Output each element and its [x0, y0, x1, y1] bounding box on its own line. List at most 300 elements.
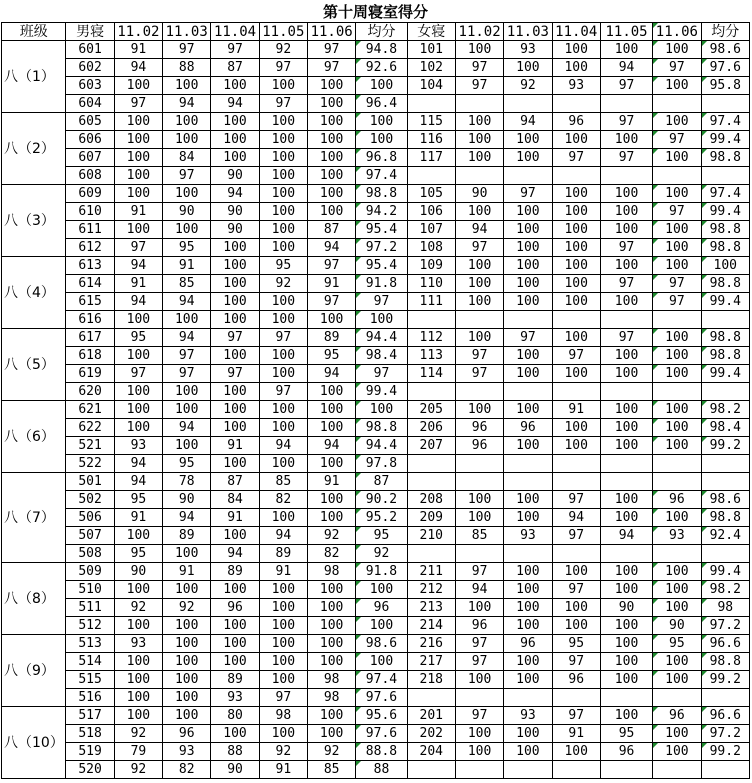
table-row: [2, 131, 750, 149]
boys-day-4-cell: 100: [259, 131, 307, 149]
girls-dorm-cell: 108: [407, 239, 455, 257]
girls-day-3-cell: 100: [552, 275, 600, 293]
boys-day-4-cell: 100: [259, 401, 307, 419]
girls-day-1-cell: 100: [455, 509, 503, 527]
girls-day-1-cell: 85: [455, 527, 503, 545]
boys-day-4-cell: 95: [259, 257, 307, 275]
boys-day-4-cell: 82: [259, 491, 307, 509]
table-row: [2, 599, 750, 617]
boys-day-2-cell: 97: [163, 365, 211, 383]
boys-day-1-cell: 100: [114, 113, 162, 131]
boys-day-4-cell: 100: [259, 455, 307, 473]
girls-day-3-cell: 100: [552, 437, 600, 455]
girls-day-1-cell: 97: [455, 635, 503, 653]
boys-day-5-cell: 100: [307, 185, 355, 203]
table-row: [2, 473, 750, 491]
boys-dorm-cell: 614: [66, 275, 114, 293]
girls-average-cell: 96.6: [701, 707, 749, 725]
girls-day-3-cell: 97: [552, 491, 600, 509]
girls-average-cell: 97.2: [701, 725, 749, 743]
class-label: 八（6）: [2, 401, 66, 473]
girls-day-5-cell: 100: [653, 581, 701, 599]
boys-average-cell: 87: [356, 473, 407, 491]
boys-day-4-cell: 92: [259, 41, 307, 59]
girls-average-cell: 97.2: [701, 617, 749, 635]
girls-day-3-cell: 100: [552, 221, 600, 239]
girls-day-5-cell: [653, 167, 701, 185]
boys-average-cell: 100: [356, 653, 407, 671]
girls-day-1-cell: 100: [455, 725, 503, 743]
boys-day-3-cell: 91: [211, 509, 259, 527]
boys-day-3-cell: 100: [211, 617, 259, 635]
class-label: 八（2）: [2, 113, 66, 185]
girls-day-4-cell: 94: [600, 59, 652, 77]
boys-day-3-cell: 84: [211, 491, 259, 509]
girls-day-2-cell: 100: [504, 275, 552, 293]
class-label: 八（7）: [2, 473, 66, 563]
boys-day-3-cell: 100: [211, 113, 259, 131]
girls-day-4-cell: 94: [600, 527, 652, 545]
boys-day-3-cell: 93: [211, 689, 259, 707]
boys-average-cell: 96: [356, 599, 407, 617]
boys-day-2-cell: 100: [163, 707, 211, 725]
header-row: [2, 23, 750, 41]
table-row: [2, 329, 750, 347]
boys-day-5-cell: 100: [307, 617, 355, 635]
boys-day-5-cell: 95: [307, 347, 355, 365]
boys-day-4-cell: 100: [259, 203, 307, 221]
boys-average-cell: 100: [356, 311, 407, 329]
boys-day-2-cell: 97: [163, 41, 211, 59]
girls-day-2-cell: 100: [504, 257, 552, 275]
girls-day-3-cell: [552, 545, 600, 563]
girls-day-5-cell: 100: [653, 77, 701, 95]
boys-dorm-cell: 603: [66, 77, 114, 95]
girls-day-2-cell: 100: [504, 347, 552, 365]
table-row: [2, 707, 750, 725]
class-label: 八（4）: [2, 257, 66, 329]
boys-dorm-cell: 613: [66, 257, 114, 275]
girls-day-3-cell: 100: [552, 599, 600, 617]
girls-average-cell: 98.8: [701, 239, 749, 257]
table-row: [2, 491, 750, 509]
girls-day-2-cell: 100: [504, 401, 552, 419]
girls-day-5-cell: 97: [653, 293, 701, 311]
girls-day-5-cell: [653, 311, 701, 329]
girls-day-4-cell: 96: [600, 743, 652, 761]
boys-dorm-cell: 511: [66, 599, 114, 617]
header-boys-dorm: 男寝: [66, 23, 114, 41]
girls-dorm-cell: 208: [407, 491, 455, 509]
girls-average-cell: 98.8: [701, 275, 749, 293]
boys-dorm-cell: 508: [66, 545, 114, 563]
boys-day-1-cell: 91: [114, 509, 162, 527]
boys-dorm-cell: 502: [66, 491, 114, 509]
girls-dorm-cell: 104: [407, 77, 455, 95]
table-row: [2, 401, 750, 419]
table-row: [2, 509, 750, 527]
boys-day-2-cell: 94: [163, 329, 211, 347]
boys-day-2-cell: 84: [163, 149, 211, 167]
girls-day-3-cell: 100: [552, 743, 600, 761]
boys-dorm-cell: 506: [66, 509, 114, 527]
boys-day-5-cell: 100: [307, 203, 355, 221]
girls-day-5-cell: 100: [653, 41, 701, 59]
header-boys-day-3: 11.04: [211, 23, 259, 41]
boys-dorm-cell: 622: [66, 419, 114, 437]
girls-day-2-cell: 93: [504, 527, 552, 545]
boys-day-3-cell: 100: [211, 455, 259, 473]
girls-day-4-cell: 97: [600, 275, 652, 293]
girls-day-4-cell: 97: [600, 239, 652, 257]
boys-day-1-cell: 100: [114, 689, 162, 707]
class-label: 八（9）: [2, 635, 66, 707]
boys-day-3-cell: 97: [211, 41, 259, 59]
girls-average-cell: 92.4: [701, 527, 749, 545]
header-girls-average: 均分: [701, 23, 749, 41]
boys-day-5-cell: 98: [307, 671, 355, 689]
boys-day-1-cell: 97: [114, 95, 162, 113]
girls-average-cell: [701, 383, 749, 401]
boys-day-5-cell: 97: [307, 59, 355, 77]
girls-day-5-cell: [653, 761, 701, 779]
girls-day-5-cell: [653, 455, 701, 473]
girls-average-cell: 98.8: [701, 347, 749, 365]
boys-average-cell: 100: [356, 113, 407, 131]
boys-day-4-cell: 100: [259, 311, 307, 329]
header-boys-day-5: 11.06: [307, 23, 355, 41]
girls-dorm-cell: 102: [407, 59, 455, 77]
boys-day-2-cell: 100: [163, 437, 211, 455]
boys-dorm-cell: 507: [66, 527, 114, 545]
girls-day-4-cell: 100: [600, 509, 652, 527]
girls-day-1-cell: 97: [455, 563, 503, 581]
table-row: [2, 527, 750, 545]
girls-day-5-cell: 100: [653, 401, 701, 419]
girls-average-cell: 98.8: [701, 149, 749, 167]
girls-day-1-cell: 97: [455, 707, 503, 725]
boys-day-5-cell: 100: [307, 401, 355, 419]
boys-average-cell: 98.6: [356, 635, 407, 653]
boys-day-3-cell: 90: [211, 761, 259, 779]
girls-average-cell: 98.2: [701, 581, 749, 599]
sheet-title: 第十周寝室得分: [2, 1, 750, 23]
girls-day-2-cell: 100: [504, 221, 552, 239]
boys-dorm-cell: 521: [66, 437, 114, 455]
girls-day-4-cell: [600, 95, 652, 113]
boys-day-2-cell: 93: [163, 743, 211, 761]
girls-day-3-cell: 97: [552, 707, 600, 725]
boys-average-cell: 94.4: [356, 329, 407, 347]
girls-dorm-cell: 116: [407, 131, 455, 149]
boys-day-2-cell: 100: [163, 689, 211, 707]
boys-dorm-cell: 515: [66, 671, 114, 689]
boys-day-5-cell: 91: [307, 275, 355, 293]
girls-day-1-cell: 100: [455, 293, 503, 311]
girls-day-3-cell: [552, 761, 600, 779]
boys-average-cell: 94.4: [356, 437, 407, 455]
header-girls-day-3: 11.04: [552, 23, 600, 41]
girls-day-3-cell: 100: [552, 293, 600, 311]
boys-day-5-cell: 100: [307, 599, 355, 617]
girls-day-2-cell: 92: [504, 77, 552, 95]
girls-day-1-cell: 100: [455, 491, 503, 509]
boys-day-3-cell: 89: [211, 671, 259, 689]
header-boys-day-1: 11.02: [114, 23, 162, 41]
boys-day-2-cell: 100: [163, 545, 211, 563]
girls-dorm-cell: 213: [407, 599, 455, 617]
table-row: [2, 221, 750, 239]
boys-day-5-cell: 100: [307, 491, 355, 509]
girls-day-1-cell: 97: [455, 239, 503, 257]
boys-dorm-cell: 520: [66, 761, 114, 779]
table-row: [2, 41, 750, 59]
girls-day-4-cell: [600, 761, 652, 779]
boys-day-2-cell: 78: [163, 473, 211, 491]
boys-day-3-cell: 89: [211, 563, 259, 581]
girls-day-3-cell: 97: [552, 653, 600, 671]
girls-day-4-cell: 100: [600, 581, 652, 599]
girls-day-2-cell: [504, 95, 552, 113]
boys-day-5-cell: 94: [307, 239, 355, 257]
boys-day-4-cell: 100: [259, 725, 307, 743]
girls-average-cell: [701, 689, 749, 707]
girls-day-5-cell: 97: [653, 59, 701, 77]
girls-day-5-cell: 96: [653, 491, 701, 509]
header-boys-day-2: 11.03: [163, 23, 211, 41]
boys-day-5-cell: 100: [307, 725, 355, 743]
boys-dorm-cell: 601: [66, 41, 114, 59]
table-row: [2, 167, 750, 185]
boys-day-4-cell: 100: [259, 599, 307, 617]
table-row: [2, 347, 750, 365]
boys-day-3-cell: 100: [211, 347, 259, 365]
class-label: 八（5）: [2, 329, 66, 401]
girls-dorm-cell: 212: [407, 581, 455, 599]
girls-dorm-cell: 206: [407, 419, 455, 437]
header-boys-average: 均分: [356, 23, 407, 41]
boys-day-1-cell: 95: [114, 545, 162, 563]
boys-day-4-cell: 100: [259, 185, 307, 203]
boys-dorm-cell: 616: [66, 311, 114, 329]
girls-day-3-cell: 100: [552, 185, 600, 203]
girls-day-2-cell: 100: [504, 653, 552, 671]
boys-day-4-cell: 92: [259, 743, 307, 761]
girls-dorm-cell: 211: [407, 563, 455, 581]
girls-day-1-cell: 97: [455, 653, 503, 671]
boys-day-5-cell: 87: [307, 221, 355, 239]
girls-average-cell: [701, 545, 749, 563]
table-body: [2, 1, 750, 779]
boys-day-2-cell: 91: [163, 563, 211, 581]
girls-average-cell: 99.4: [701, 203, 749, 221]
boys-day-1-cell: 100: [114, 77, 162, 95]
boys-average-cell: 91.8: [356, 563, 407, 581]
girls-dorm-cell: 107: [407, 221, 455, 239]
girls-day-5-cell: 100: [653, 221, 701, 239]
boys-day-4-cell: 100: [259, 653, 307, 671]
girls-day-1-cell: [455, 761, 503, 779]
table-row: [2, 149, 750, 167]
boys-day-4-cell: 100: [259, 221, 307, 239]
boys-average-cell: 97.6: [356, 725, 407, 743]
boys-dorm-cell: 612: [66, 239, 114, 257]
boys-day-4-cell: 100: [259, 293, 307, 311]
boys-day-2-cell: 100: [163, 635, 211, 653]
boys-day-3-cell: 100: [211, 131, 259, 149]
boys-day-1-cell: 100: [114, 167, 162, 185]
girls-day-4-cell: 100: [600, 365, 652, 383]
girls-day-1-cell: [455, 455, 503, 473]
girls-day-1-cell: 100: [455, 401, 503, 419]
boys-day-5-cell: 100: [307, 509, 355, 527]
boys-day-2-cell: 100: [163, 77, 211, 95]
boys-day-4-cell: 85: [259, 473, 307, 491]
girls-day-1-cell: 100: [455, 743, 503, 761]
girls-day-3-cell: 100: [552, 239, 600, 257]
boys-day-4-cell: 97: [259, 383, 307, 401]
girls-day-5-cell: 100: [653, 149, 701, 167]
boys-day-3-cell: 87: [211, 59, 259, 77]
girls-average-cell: 99.4: [701, 563, 749, 581]
boys-day-2-cell: 97: [163, 347, 211, 365]
boys-dorm-cell: 516: [66, 689, 114, 707]
girls-day-5-cell: [653, 383, 701, 401]
boys-day-2-cell: 90: [163, 203, 211, 221]
boys-day-2-cell: 100: [163, 131, 211, 149]
girls-day-2-cell: 100: [504, 149, 552, 167]
girls-day-5-cell: 100: [653, 653, 701, 671]
girls-day-2-cell: 100: [504, 563, 552, 581]
girls-day-1-cell: [455, 545, 503, 563]
header-girls-day-5: 11.06: [653, 23, 701, 41]
girls-day-2-cell: 96: [504, 635, 552, 653]
boys-average-cell: 96.8: [356, 149, 407, 167]
boys-day-1-cell: 100: [114, 419, 162, 437]
header-girls-day-1: 11.02: [455, 23, 503, 41]
girls-day-3-cell: 97: [552, 527, 600, 545]
boys-average-cell: 99.4: [356, 383, 407, 401]
boys-day-3-cell: 88: [211, 743, 259, 761]
girls-dorm-cell: 214: [407, 617, 455, 635]
girls-day-1-cell: 96: [455, 617, 503, 635]
girls-average-cell: [701, 167, 749, 185]
girls-day-1-cell: 100: [455, 275, 503, 293]
boys-day-5-cell: 85: [307, 761, 355, 779]
boys-day-5-cell: 100: [307, 77, 355, 95]
boys-day-1-cell: 95: [114, 329, 162, 347]
boys-day-5-cell: 89: [307, 329, 355, 347]
boys-dorm-cell: 510: [66, 581, 114, 599]
girls-day-2-cell: 100: [504, 581, 552, 599]
girls-day-4-cell: [600, 545, 652, 563]
boys-day-1-cell: 100: [114, 653, 162, 671]
girls-day-4-cell: 100: [600, 437, 652, 455]
boys-day-1-cell: 92: [114, 725, 162, 743]
girls-day-1-cell: 94: [455, 581, 503, 599]
table-row: [2, 185, 750, 203]
girls-day-4-cell: [600, 473, 652, 491]
girls-dorm-cell: [407, 95, 455, 113]
girls-day-4-cell: 100: [600, 293, 652, 311]
boys-day-4-cell: 100: [259, 671, 307, 689]
girls-day-3-cell: 91: [552, 725, 600, 743]
boys-average-cell: 97: [356, 293, 407, 311]
boys-day-3-cell: 100: [211, 77, 259, 95]
girls-day-4-cell: 100: [600, 257, 652, 275]
boys-average-cell: 98.8: [356, 419, 407, 437]
boys-day-4-cell: 97: [259, 689, 307, 707]
boys-day-5-cell: 91: [307, 473, 355, 491]
girls-day-2-cell: [504, 545, 552, 563]
boys-dorm-cell: 621: [66, 401, 114, 419]
boys-day-3-cell: 90: [211, 167, 259, 185]
boys-dorm-cell: 615: [66, 293, 114, 311]
girls-day-4-cell: 97: [600, 77, 652, 95]
girls-average-cell: 99.2: [701, 437, 749, 455]
boys-day-5-cell: 98: [307, 563, 355, 581]
boys-day-4-cell: 92: [259, 275, 307, 293]
girls-day-1-cell: 100: [455, 257, 503, 275]
table-row: [2, 653, 750, 671]
boys-day-5-cell: 100: [307, 95, 355, 113]
boys-day-3-cell: 90: [211, 221, 259, 239]
girls-day-4-cell: 95: [600, 725, 652, 743]
girls-average-cell: 98.8: [701, 221, 749, 239]
girls-dorm-cell: 209: [407, 509, 455, 527]
girls-day-4-cell: [600, 311, 652, 329]
girls-day-5-cell: 96: [653, 707, 701, 725]
girls-day-1-cell: 97: [455, 365, 503, 383]
girls-day-3-cell: 100: [552, 419, 600, 437]
boys-day-4-cell: 100: [259, 167, 307, 185]
girls-day-4-cell: 100: [600, 707, 652, 725]
boys-day-2-cell: 95: [163, 455, 211, 473]
girls-day-3-cell: 97: [552, 347, 600, 365]
girls-day-1-cell: 100: [455, 203, 503, 221]
girls-day-2-cell: 97: [504, 185, 552, 203]
boys-day-2-cell: 94: [163, 95, 211, 113]
boys-average-cell: 100: [356, 131, 407, 149]
boys-day-3-cell: 100: [211, 581, 259, 599]
boys-day-4-cell: 94: [259, 527, 307, 545]
boys-dorm-cell: 606: [66, 131, 114, 149]
girls-day-2-cell: [504, 167, 552, 185]
boys-day-1-cell: 97: [114, 365, 162, 383]
girls-day-4-cell: [600, 383, 652, 401]
boys-day-2-cell: 85: [163, 275, 211, 293]
boys-day-3-cell: 100: [211, 311, 259, 329]
girls-day-3-cell: 100: [552, 131, 600, 149]
girls-day-5-cell: 100: [653, 599, 701, 617]
table-row: [2, 383, 750, 401]
girls-day-5-cell: 97: [653, 275, 701, 293]
boys-day-4-cell: 100: [259, 347, 307, 365]
boys-day-5-cell: 100: [307, 131, 355, 149]
girls-day-2-cell: [504, 689, 552, 707]
boys-day-1-cell: 100: [114, 185, 162, 203]
girls-day-1-cell: 97: [455, 77, 503, 95]
girls-average-cell: 100: [701, 257, 749, 275]
boys-day-3-cell: 100: [211, 635, 259, 653]
boys-day-5-cell: 100: [307, 455, 355, 473]
boys-day-5-cell: 94: [307, 437, 355, 455]
boys-day-4-cell: 100: [259, 239, 307, 257]
girls-day-5-cell: 95: [653, 635, 701, 653]
boys-dorm-cell: 608: [66, 167, 114, 185]
boys-day-1-cell: 100: [114, 347, 162, 365]
boys-dorm-cell: 519: [66, 743, 114, 761]
